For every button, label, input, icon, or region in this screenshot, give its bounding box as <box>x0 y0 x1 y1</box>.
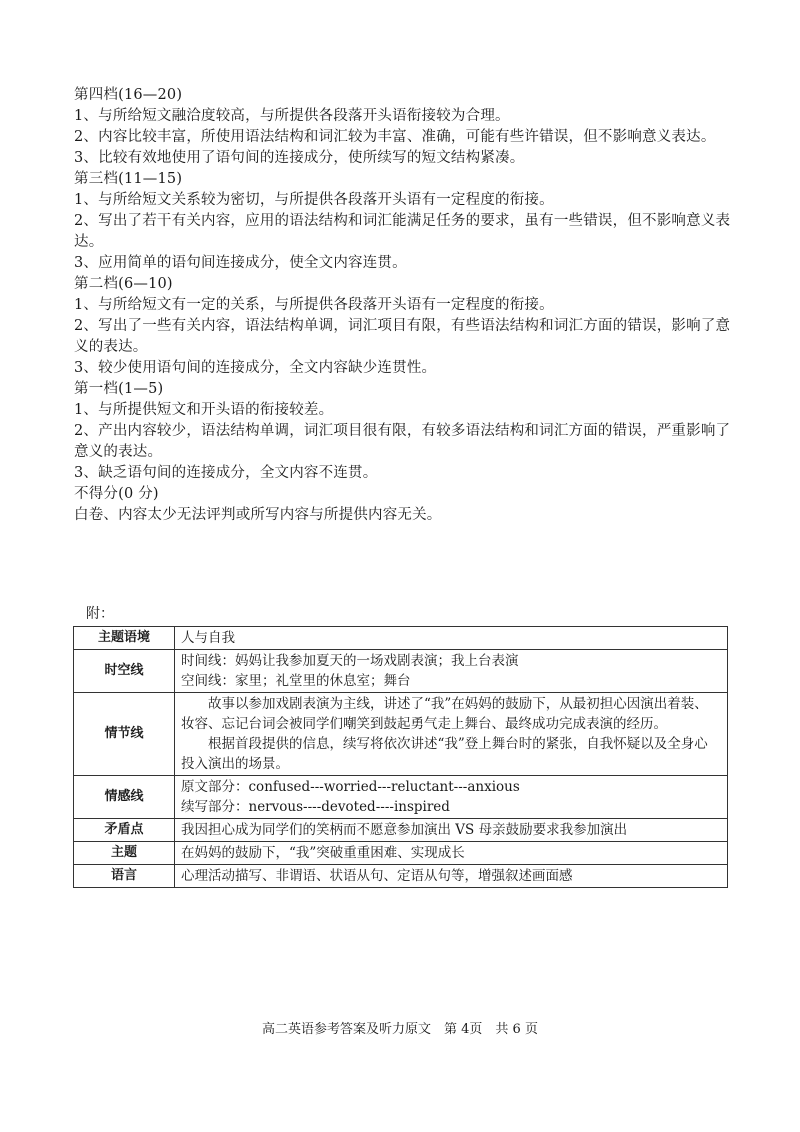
appendix-label: 附： <box>86 606 114 622</box>
rubric-item: 3、较少使用语句间的连接成分，全文内容缺少连贯性。 <box>74 360 437 376</box>
table-row <box>74 627 728 650</box>
rubric-item: 2、写出了一些有关内容，语法结构单调，词汇项目有限，有些语法结构和词汇方面的错误，影响了意义的表达。 <box>74 318 731 355</box>
table-row <box>74 842 728 865</box>
rubric-item: 3、比较有效地使用了语句间的连接成分，使所续写的短文结构紧凑。 <box>74 150 525 166</box>
rubric-item: 3、缺乏语句间的连接成分，全文内容不连贯。 <box>74 465 378 481</box>
rubric-item: 1、与所给短文融洽度较高，与所提供各段落开头语衔接较为合理。 <box>74 108 510 124</box>
rubric-item: 1、与所给短文关系较为密切，与所提供各段落开头语有一定程度的衔接。 <box>74 192 554 208</box>
page-footer: 高二英语参考答案及听力原文 第 4页 共 6 页 <box>262 1022 538 1037</box>
rubric-heading-tier3: 第三档(11—15) <box>74 171 183 187</box>
row-key-conflict: 矛盾点 <box>74 819 175 842</box>
time-line: 时间线：妈妈让我参加夏天的一场戏剧表演；我上台表演 <box>181 653 519 669</box>
table-row <box>74 693 728 776</box>
rubric-heading-zero: 不得分(0 分) <box>74 486 159 502</box>
row-key-timespace: 时空线 <box>74 650 175 693</box>
row-value-timespace <box>175 650 728 693</box>
table-row <box>74 650 728 693</box>
rubric-heading-tier4: 第四档(16—20) <box>74 87 183 103</box>
row-key-plot: 情节线 <box>74 693 175 776</box>
row-key-context: 主题语境 <box>74 627 175 650</box>
row-value-plot <box>175 693 728 776</box>
row-value-conflict: 我因担心成为同学们的笑柄而不愿意参加演出 VS 母亲鼓励要求我参加演出 <box>175 819 728 842</box>
rubric-item: 白卷、内容太少无法评判或所写内容与所提供内容无关。 <box>74 507 442 523</box>
rubric-heading-tier2: 第二档(6—10) <box>74 276 173 292</box>
row-value-emotion <box>175 776 728 819</box>
rubric-item: 2、内容比较丰富，所使用语法结构和词汇较为丰富、准确，可能有些许错误，但不影响意义表达。 <box>74 129 716 145</box>
space-line: 空间线：家里；礼堂里的休息室；舞台 <box>181 673 411 689</box>
rubric-item: 1、与所提供短文和开头语的衔接较差。 <box>74 402 334 418</box>
table-row <box>74 865 728 888</box>
emotion-original: 原文部分：confused---worried---reluctant---anxious <box>181 779 520 795</box>
row-value-theme: 在妈妈的鼓励下，“我”突破重重困难、实现成长 <box>175 842 728 865</box>
rubric-item: 1、与所给短文有一定的关系，与所提供各段落开头语有一定程度的衔接。 <box>74 297 554 313</box>
table-row <box>74 776 728 819</box>
rubric-item: 2、写出了若干有关内容，应用的语法结构和词汇能满足任务的要求，虽有一些错误，但不影响意义表达。 <box>74 213 731 250</box>
plot-paragraph: 故事以参加戏剧表演为主线，讲述了“我”在妈妈的鼓励下，从最初担心因演出着装、妆容、忘记台词会被同学们嘲笑到鼓起勇气走上舞台、最终成功完成表演的经历。 <box>181 696 708 732</box>
table-row <box>74 819 728 842</box>
emotion-continuation: 续写部分：nervous----devoted----inspired <box>181 799 450 815</box>
row-key-emotion: 情感线 <box>74 776 175 819</box>
row-value-language: 心理活动描写、非谓语、状语从句、定语从句等，增强叙述画面感 <box>175 865 728 888</box>
row-key-language: 语言 <box>74 865 175 888</box>
rubric-item: 2、产出内容较少，语法结构单调，词汇项目很有限，有较多语法结构和词汇方面的错误，严重影响了意义的表达。 <box>74 423 731 460</box>
scoring-rubric <box>74 85 734 526</box>
story-analysis-table <box>73 626 728 888</box>
rubric-heading-tier1: 第一档(1—5) <box>74 381 164 397</box>
rubric-item: 3、应用简单的语句间连接成分，使全文内容连贯。 <box>74 255 407 271</box>
row-key-theme: 主题 <box>74 842 175 865</box>
plot-paragraph: 根据首段提供的信息，续写将依次讲述“我”登上舞台时的紧张，自我怀疑以及全身心投入演出的场景。 <box>181 736 708 772</box>
row-value-context: 人与自我 <box>175 627 728 650</box>
